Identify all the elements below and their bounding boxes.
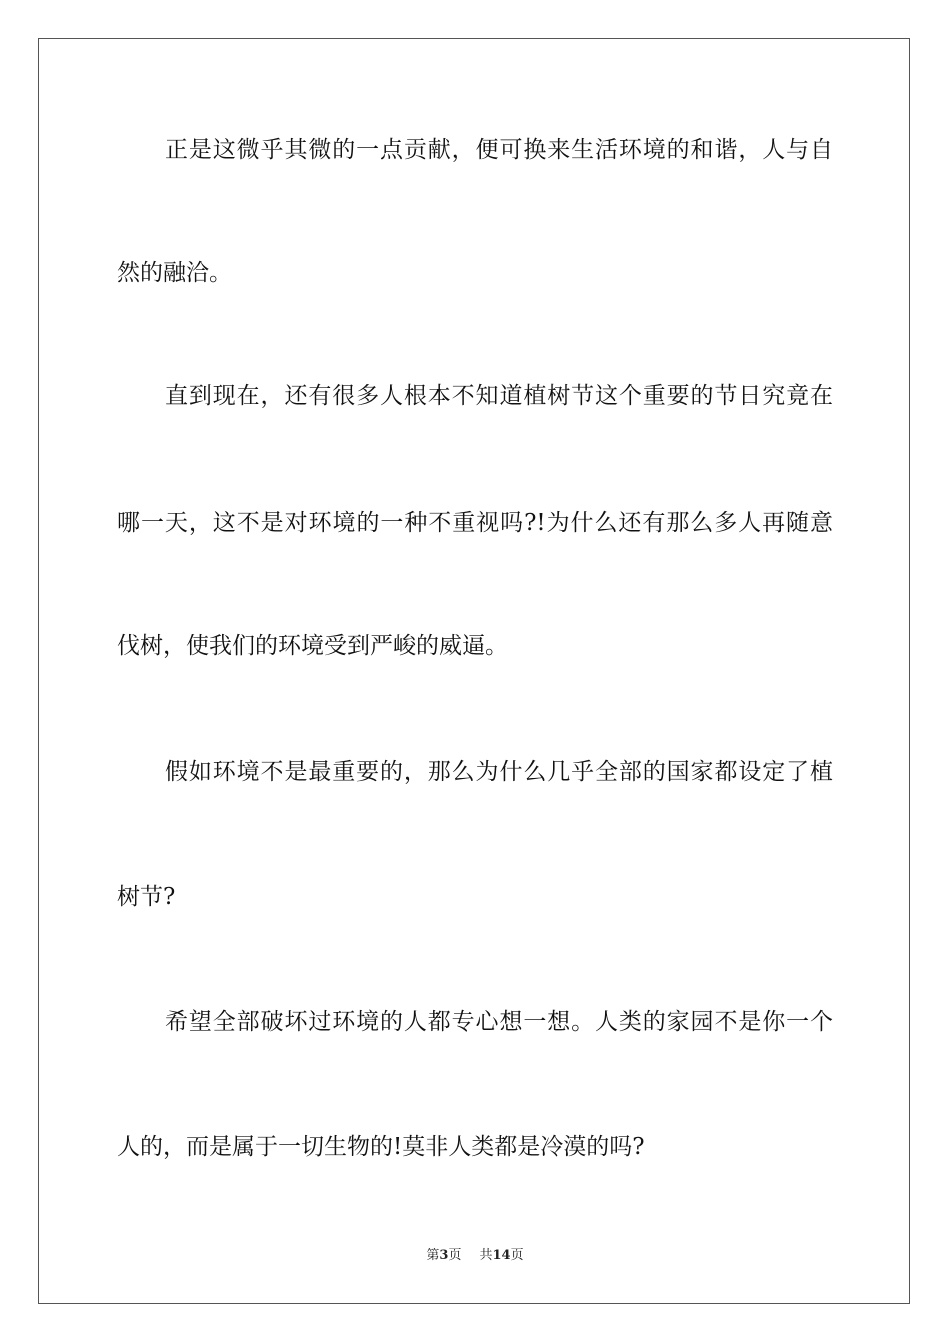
current-page-number: 3	[439, 1248, 449, 1263]
paragraph-2-line-1: 直到现在，还有很多人根本不知道植树节这个重要的节日究竟在	[165, 383, 833, 409]
paragraph-2-line-2: 哪一天，这不是对环境的一种不重视吗?!为什么还有那么多人再随意	[117, 510, 833, 536]
page-footer	[0, 1244, 950, 1263]
paragraph-4-line-2: 人的，而是属于一切生物的!莫非人类都是冷漠的吗?	[117, 1134, 645, 1160]
paragraph-1-line-2: 然的融洽。	[117, 260, 232, 286]
paragraph-3-line-1: 假如环境不是最重要的，那么为什么几乎全部的国家都设定了植	[165, 759, 833, 785]
page-border	[38, 38, 910, 1304]
paragraph-1-line-1: 正是这微乎其微的一点贡献，便可换来生活环境的和谐，人与自	[165, 137, 833, 163]
total-prefix: 共	[479, 1248, 493, 1263]
page-suffix: 页	[448, 1248, 462, 1263]
page-prefix: 第	[426, 1248, 440, 1263]
total-suffix: 页	[510, 1248, 524, 1263]
paragraph-3-line-2: 树节?	[117, 884, 176, 910]
total-pages-number: 14	[492, 1248, 511, 1263]
paragraph-2-line-3: 伐树，使我们的环境受到严峻的威逼。	[117, 633, 508, 659]
paragraph-4-line-1: 希望全部破坏过环境的人都专心想一想。人类的家园不是你一个	[165, 1009, 833, 1035]
